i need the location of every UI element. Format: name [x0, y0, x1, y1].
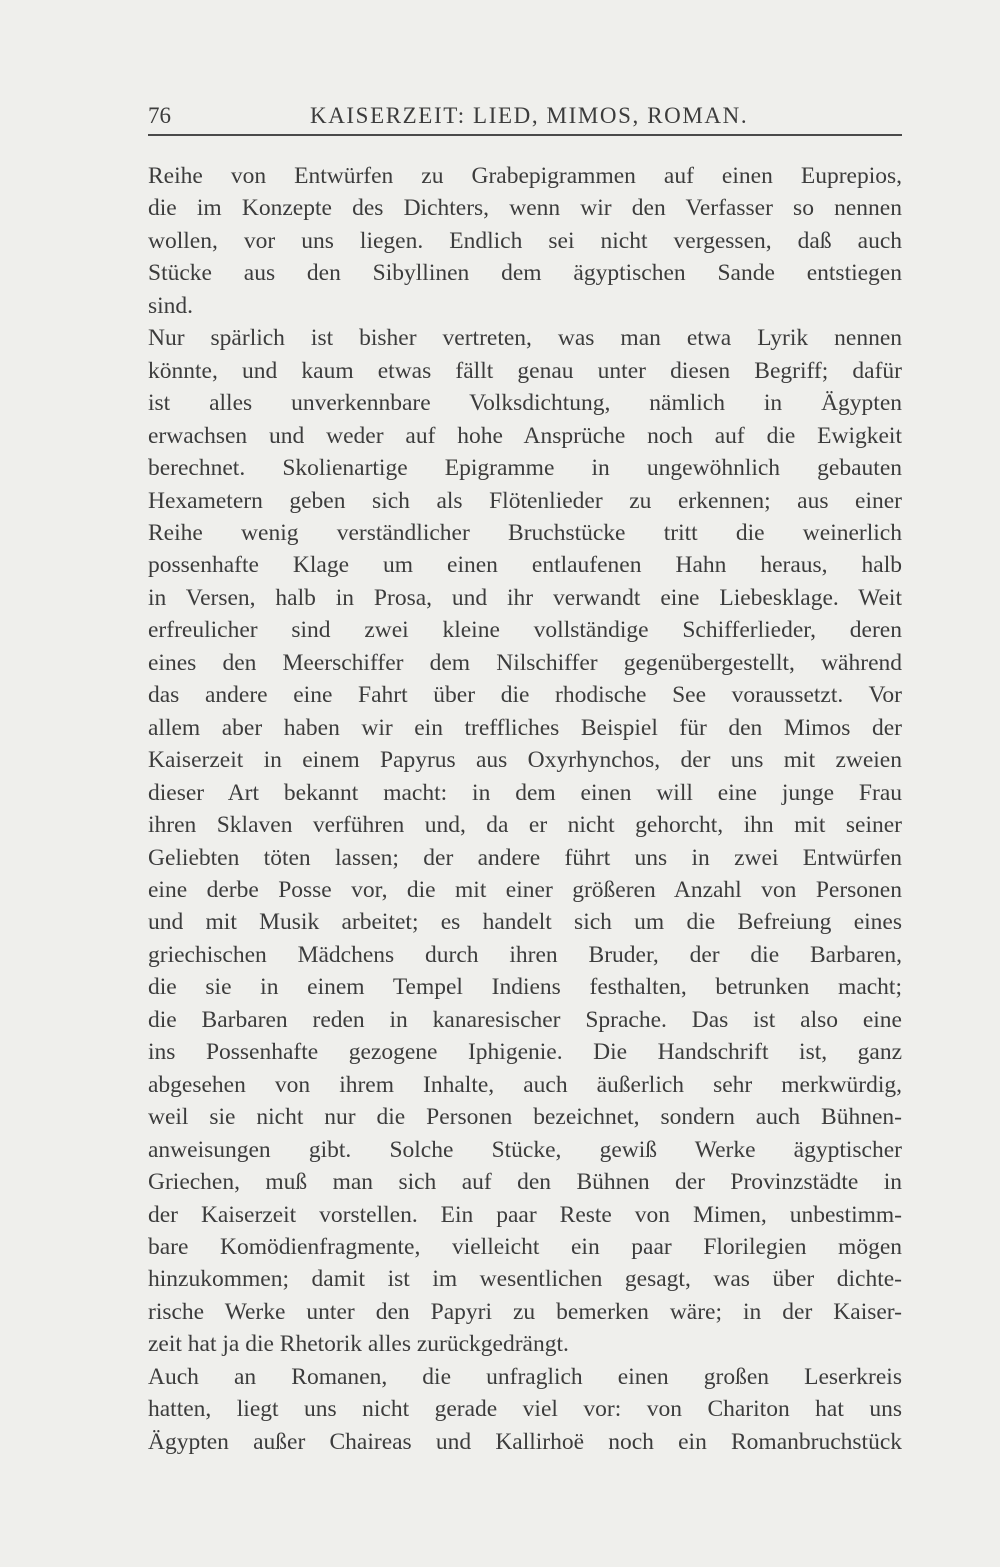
text-line: weil sie nicht nur die Personen bezeichnet, sondern auch Bühnen-	[148, 1104, 902, 1131]
text-line: die Barbaren reden in kanaresischer Sprache. Das ist also eine	[148, 1006, 902, 1033]
text-line: Auch an Romanen, die unfraglich einen großen Leserkreis	[148, 1363, 902, 1390]
text-line: bare Komödienfragmente, vielleicht ein paar Florilegien mögen	[148, 1233, 902, 1260]
text-line: wollen, vor uns liegen. Endlich sei nicht vergessen, daß auch	[148, 227, 902, 254]
text-line: sind.	[148, 292, 194, 319]
text-line: anweisungen gibt. Solche Stücke, gewiß Werke ägyptischer	[148, 1136, 902, 1163]
text-line: Griechen, muß man sich auf den Bühnen der Provinzstädte in	[148, 1169, 902, 1196]
text-line: dieser Art bekannt macht: in dem einen will eine junge Frau	[148, 779, 902, 806]
text-line: in Versen, halb in Prosa, und ihr verwandt eine Liebesklage. Weit	[148, 584, 902, 611]
running-title: KAISERZEIT: LIED, MIMOS, ROMAN.	[310, 103, 749, 128]
text-line: der Kaiserzeit vorstellen. Ein paar Reste von Mimen, unbestimm-	[148, 1201, 902, 1228]
text-line: abgesehen von ihrem Inhalte, auch äußerlich sehr merkwürdig,	[148, 1071, 902, 1098]
text-line: Kaiserzeit in einem Papyrus aus Oxyrhynchos, der uns mit zweien	[148, 747, 902, 774]
body-text	[148, 160, 902, 1458]
text-line: eines den Meerschiffer dem Nilschiffer gegenübergestellt, während	[148, 649, 902, 676]
text-line: erfreulicher sind zwei kleine vollständige Schifferlieder, deren	[148, 617, 902, 644]
text-line: Stücke aus den Sibyllinen dem ägyptischen Sande entstiegen	[148, 260, 902, 287]
text-line: die sie in einem Tempel Indiens festhalten, betrunken macht;	[148, 974, 902, 1001]
text-line: ist alles unverkennbare Volksdichtung, nämlich in Ägypten	[148, 390, 902, 417]
text-line: Reihe von Entwürfen zu Grabepigrammen auf einen Euprepios,	[148, 163, 902, 189]
text-line: eine derbe Posse vor, die mit einer größeren Anzahl von Personen	[148, 876, 902, 903]
text-line: ins Possenhafte gezogene Iphigenie. Die Handschrift ist, ganz	[148, 1039, 902, 1066]
text-line: ihren Sklaven verführen und, da er nicht gehorcht, ihn mit seiner	[148, 812, 902, 839]
text-line: Geliebten töten lassen; der andere führt uns in zwei Entwürfen	[148, 844, 902, 871]
text-line: die im Konzepte des Dichters, wenn wir den Verfasser so nennen	[148, 195, 902, 222]
text-line: berechnet. Skolienartige Epigramme in ungewöhnlich gebauten	[148, 455, 902, 482]
text-line: hinzukommen; damit ist im wesentlichen gesagt, was über dichte-	[148, 1266, 902, 1293]
text-line: das andere eine Fahrt über die rhodische See voraussetzt. Vor	[148, 682, 902, 709]
text-line: Ägypten außer Chaireas und Kallirhoë noch ein Romanbruchstück	[148, 1428, 902, 1455]
text-line: Reihe wenig verständlicher Bruchstücke tritt die weinerlich	[148, 519, 902, 546]
text-line: könnte, und kaum etwas fällt genau unter diesen Begriff; dafür	[148, 357, 902, 384]
text-line: und mit Musik arbeitet; es handelt sich um die Befreiung eines	[148, 909, 902, 936]
page-number: 76	[148, 103, 171, 128]
text-line: Hexametern geben sich als Flötenlieder zu erkennen; aus einer	[148, 487, 902, 514]
text-line: hatten, liegt uns nicht gerade viel vor: von Chariton hat uns	[148, 1396, 902, 1423]
text-line: erwachsen und weder auf hohe Ansprüche noch auf die Ewigkeit	[148, 422, 902, 449]
text-line: griechischen Mädchens durch ihren Bruder, der die Barbaren,	[148, 941, 902, 968]
text-line: allem aber haben wir ein treffliches Beispiel für den Mimos der	[148, 714, 902, 741]
running-head	[148, 98, 902, 136]
text-line: possenhafte Klage um einen entlaufenen Hahn heraus, halb	[148, 552, 902, 579]
text-line: rische Werke unter den Papyri zu bemerken wäre; in der Kaiser-	[148, 1298, 902, 1325]
text-line: Nur spärlich ist bisher vertreten, was man etwa Lyrik nennen	[148, 325, 902, 352]
text-line: zeit hat ja die Rhetorik alles zurückgedrängt.	[148, 1331, 569, 1358]
